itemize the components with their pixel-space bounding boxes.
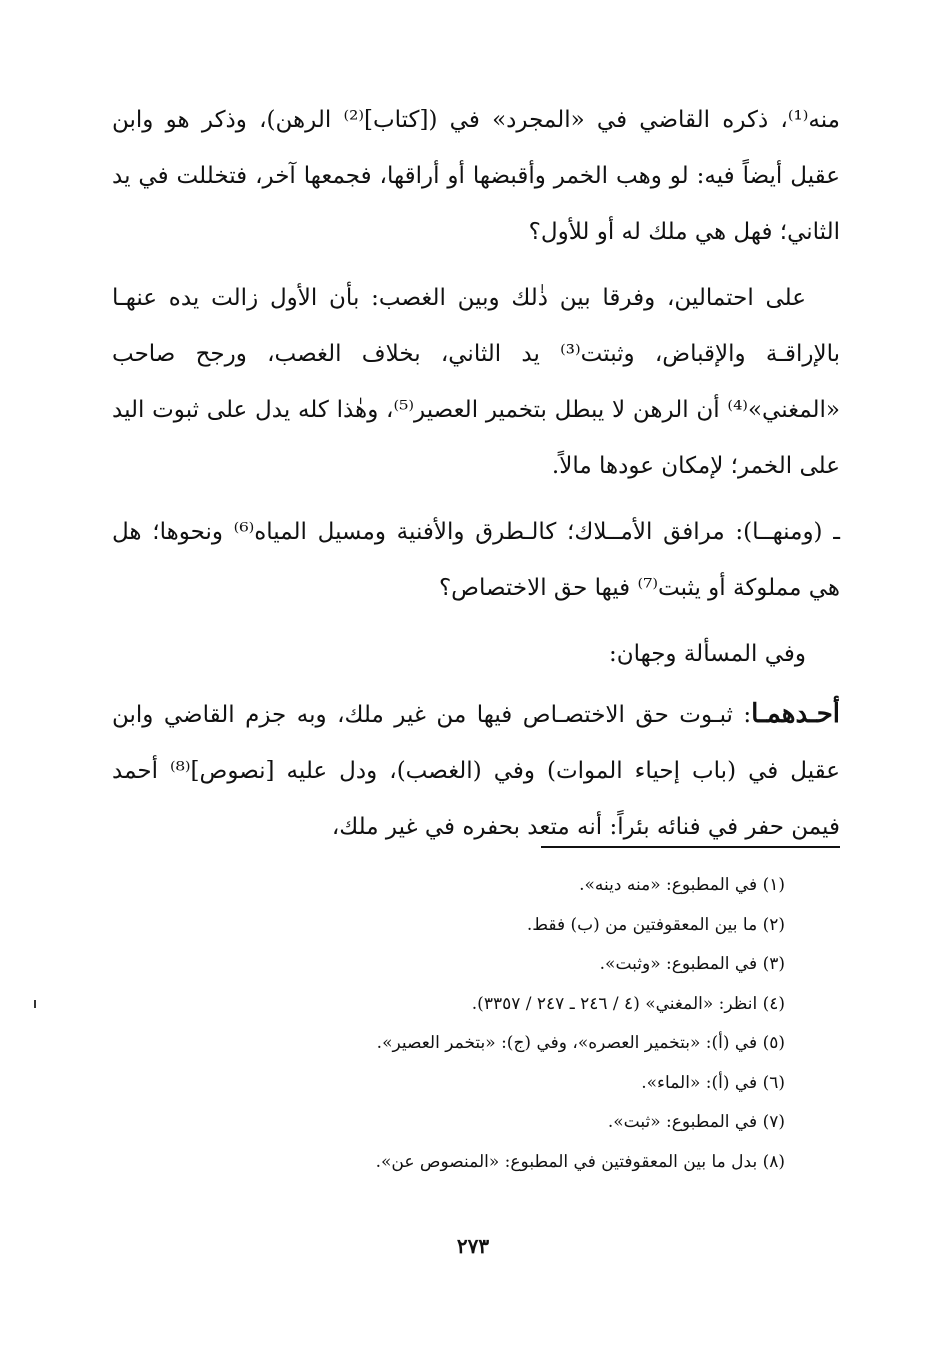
paragraph-5-heading: أحـدهمـا bbox=[751, 699, 840, 729]
paragraph-1: منه⁽¹⁾، ذكره القاضي في «المجرد» في ([كتاب]⁽²⁾ الرهن)، وذكر هو وابن عقيل أيضاً فيه: لو وهب الخمر وأقبضها أو أراقها، فجمعها آخر، فتخللت في يد الثاني؛ فهل هي ملك له أو للأول؟ bbox=[112, 107, 840, 245]
paragraph-5-text: : ثبـوت حق الاختصـاص فيها من غير ملك، وبه جزم القاضي وابن عقيل في (باب إحياء الموات) وفي (الغصب)، ودل عليه [نصوص]⁽⁸⁾ أحمد فيمن حفر في فنائه بئراً: أنه متعد بحفره في غير ملك، bbox=[112, 702, 840, 840]
footnote-divider bbox=[541, 846, 840, 848]
margin-mark bbox=[34, 1000, 36, 1008]
footnote-5: (٥) في (أ): «بتخمير العصره»، وفي (ج): «بتخمر العصير». bbox=[376, 1033, 785, 1053]
paragraph-3: ـ (ومنهــا): مرافق الأمــلاك؛ كالـطرق والأفنية ومسيل المياه⁽⁶⁾ ونحوها؛ هل هي مملوكة أو يثبت⁽⁷⁾ فيها حق الاختصاص؟ bbox=[112, 519, 840, 601]
footnote-2: (٢) ما بين المعقوفتين من (ب) فقط. bbox=[526, 914, 785, 935]
footnote-7: (٧) في المطبوع: «ثبت». bbox=[607, 1112, 785, 1132]
page-number: ٢٧٣ bbox=[456, 1234, 490, 1258]
footnote-3: (٣) في المطبوع: «وثبت». bbox=[599, 954, 785, 974]
footnote-8: (٨) بدل ما بين المعقوفتين في المطبوع: «المنصوص عن». bbox=[375, 1151, 785, 1172]
footnote-1: (١) في المطبوع: «منه دينه». bbox=[579, 875, 785, 895]
footnote-6: (٦) في (أ): «الماء». bbox=[641, 1072, 785, 1093]
paragraph-5 bbox=[112, 686, 840, 855]
paragraph-4: وفي المسألة وجهان: bbox=[608, 641, 806, 667]
paragraph-2: على احتمالين، وفرقا بين ذٰلك وبين الغصب: بأن الأول زالت يده عنهـا بالإراقـة والإقباض، وثبتت⁽³⁾ يد الثاني، بخلاف الغصب، ورجح صاحب «المغني»⁽⁴⁾ أن الرهن لا يبطل بتخمير العصير⁽⁵⁾، وهٰذا كله يدل على ثبوت اليد على الخمر؛ لإمكان عودها مالاً. bbox=[112, 285, 840, 479]
footnote-4: (٤) انظر: «المغني» (٤ / ٢٤٦ ـ ٢٤٧ / ٣٣٥٧). bbox=[471, 993, 785, 1014]
main-text bbox=[112, 92, 840, 865]
footnotes-list bbox=[180, 866, 785, 1182]
